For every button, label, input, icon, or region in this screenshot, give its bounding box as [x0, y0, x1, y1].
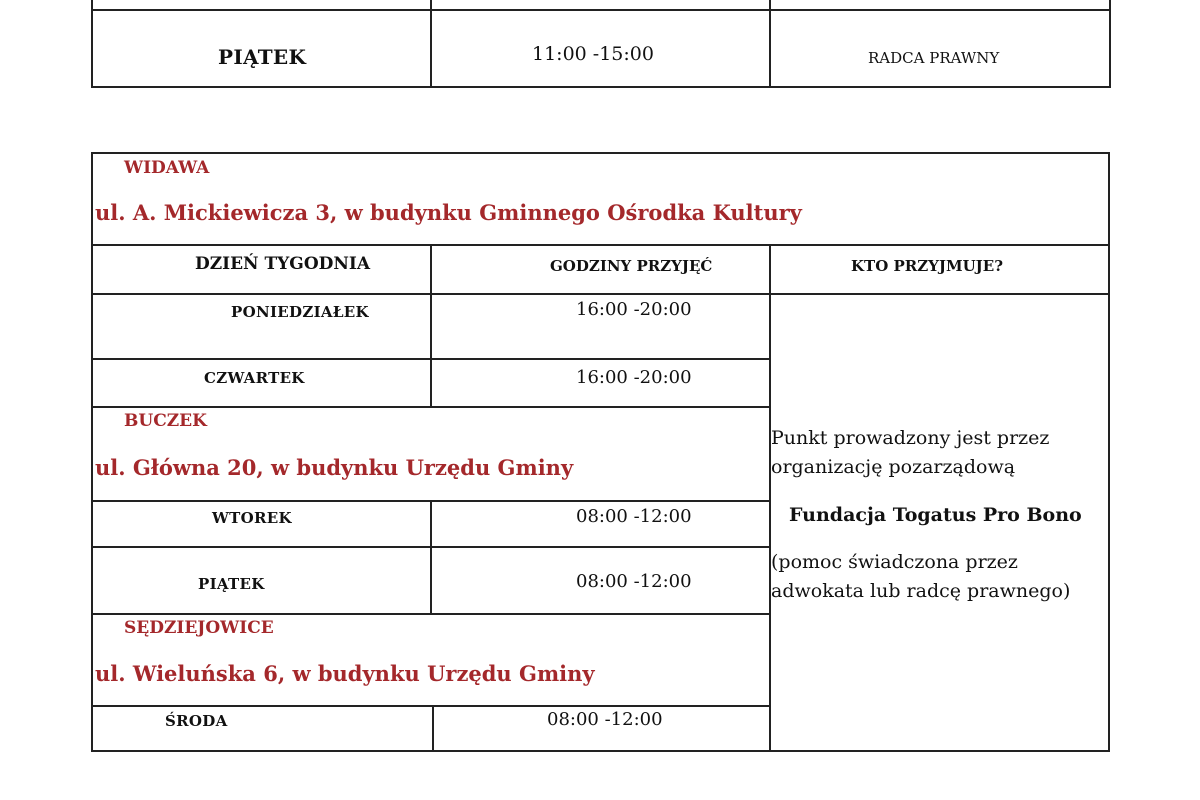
location-name-buczek: BUCZEK	[124, 411, 207, 431]
top-row-day: PIĄTEK	[218, 45, 307, 69]
hours-czwartek: 16:00 -20:00	[576, 367, 692, 388]
who-note-org: Fundacja Togatus Pro Bono	[789, 504, 1082, 526]
location-address-widawa: ul. A. Mickiewicza 3, w budynku Gminnego Ośrodka Kultury	[95, 200, 802, 225]
hours-piatek: 08:00 -12:00	[576, 571, 692, 592]
hours-wtorek: 08:00 -12:00	[576, 506, 692, 527]
day-czwartek: CZWARTEK	[204, 369, 305, 387]
top-row-hours: 11:00 -15:00	[532, 43, 654, 65]
main-table-top-border	[91, 152, 1110, 154]
day-piatek: PIĄTEK	[198, 575, 265, 593]
hours-poniedzialek: 16:00 -20:00	[576, 299, 692, 320]
who-note-line3: (pomoc świadczona przez	[771, 551, 1018, 573]
top-table-col-divider-1	[430, 0, 432, 88]
main-table-left-border	[91, 152, 93, 752]
location-address-sedziejowice: ul. Wieluńska 6, w budynku Urzędu Gminy	[95, 661, 595, 686]
top-table-row-divider	[91, 9, 1111, 11]
col-divider-day-hours-1	[430, 244, 432, 408]
location-address-buczek: ul. Główna 20, w budynku Urzędu Gminy	[95, 455, 574, 480]
day-poniedzialek: PONIEDZIAŁEK	[231, 303, 369, 321]
top-table-right-border	[1109, 0, 1111, 88]
col-divider-hours-who	[769, 244, 771, 752]
top-table-bottom-border	[91, 86, 1111, 88]
day-wtorek: WTOREK	[212, 509, 292, 527]
header-who: KTO PRZYJMUJE?	[851, 257, 1003, 275]
header-hours: GODZINY PRZYJĘĆ	[550, 257, 713, 275]
location-name-sedziejowice: SĘDZIEJOWICE	[124, 618, 274, 638]
header-divider	[91, 293, 1110, 295]
col-divider-day-hours-3	[432, 705, 434, 752]
hours-sroda: 08:00 -12:00	[547, 709, 663, 730]
day-sroda: ŚRODA	[165, 712, 228, 730]
top-row-who: RADCA PRAWNY	[868, 49, 1000, 67]
location-name-widawa: WIDAWA	[124, 158, 210, 178]
header-day: DZIEŃ TYGODNIA	[195, 254, 371, 274]
top-table-left-border	[91, 0, 93, 88]
main-table-right-border	[1108, 152, 1110, 752]
who-note-line2: organizację pozarządową	[771, 456, 1016, 478]
who-note-line1: Punkt prowadzony jest przez	[771, 427, 1050, 449]
col-divider-day-hours-2	[430, 500, 432, 615]
widawa-address-divider	[91, 244, 1110, 246]
main-table-bottom-border	[91, 750, 1110, 752]
top-table-col-divider-2	[769, 0, 771, 88]
who-note-line4: adwokata lub radcę prawnego)	[771, 580, 1071, 602]
row-divider-sedziejowice-address	[91, 705, 771, 707]
